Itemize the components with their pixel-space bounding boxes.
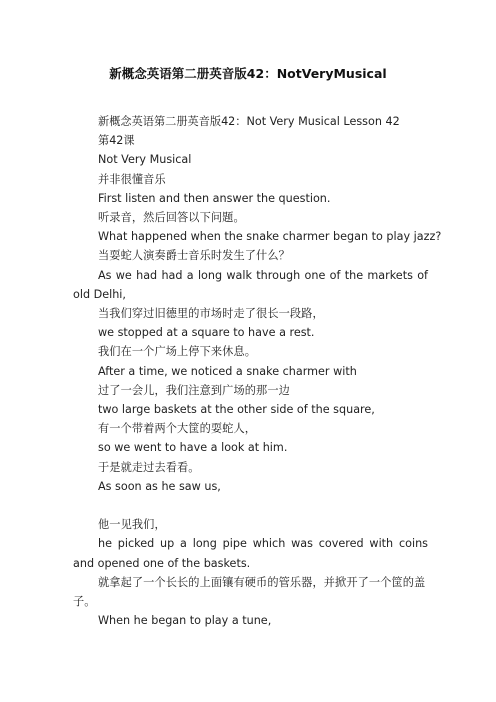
paragraph-question-en: What happened when the snake charmer began to play jazz? (98, 230, 442, 244)
paragraph-text-en: As soon as he saw us, (98, 479, 221, 493)
paragraph-text-en: As we had had a long walk through one of the markets of old Delhi, (73, 268, 428, 301)
paragraph-text-cn: 有一个带着两个大筐的耍蛇人， (98, 422, 257, 436)
paragraph-text-en: When he began to play a tune, (98, 614, 272, 628)
paragraph-lesson-title-en: Not Very Musical (98, 153, 192, 167)
paragraph-lesson-title-cn: 并非很懂音乐 (98, 172, 166, 186)
paragraph-text-cn: 他一见我们， (98, 518, 166, 532)
paragraph-text-cn: 当我们穿过旧德里的市场时走了很长一段路， (98, 307, 324, 321)
paragraph-text-cn: 过了一会儿，我们注意到广场的那一边 (98, 383, 290, 397)
paragraph-text-en: we stopped at a square to have a rest. (98, 326, 315, 340)
paragraph-heading-line: 新概念英语第二册英音版42：Not Very Musical Lesson 42 (98, 115, 400, 128)
paragraph-text-cn: 我们在一个广场上停下来休息。 (98, 345, 257, 359)
paragraph-text-cn: 就拿起了一个长长的上面镶有硬币的管乐器，并掀开了一个筐的盖子。 (73, 575, 426, 609)
paragraph-text-cn: 于是就走过去看看。 (98, 460, 200, 474)
paragraph-text-en: two large baskets at the other side of the square, (98, 403, 375, 417)
document-body (73, 112, 442, 630)
paragraph-question-cn: 当耍蛇人演奏爵士音乐时发生了什么？ (98, 249, 290, 263)
paragraph-text-en: so we went to have a look at him. (98, 441, 288, 455)
paragraph-lesson-number: 第42课 (98, 134, 135, 148)
paragraph-text-en: After a time, we noticed a snake charmer with (98, 364, 357, 378)
paragraph-instruction-en: First listen and then answer the question. (98, 191, 331, 205)
paragraph-text-en: he picked up a long pipe which was covered with coins and opened one of the baskets. (73, 537, 428, 570)
document-title: 新概念英语第二册英音版42：NotVeryMusical (109, 66, 387, 81)
blank-line (73, 496, 428, 515)
paragraph-instruction-cn: 听录音，然后回答以下问题。 (98, 211, 245, 225)
